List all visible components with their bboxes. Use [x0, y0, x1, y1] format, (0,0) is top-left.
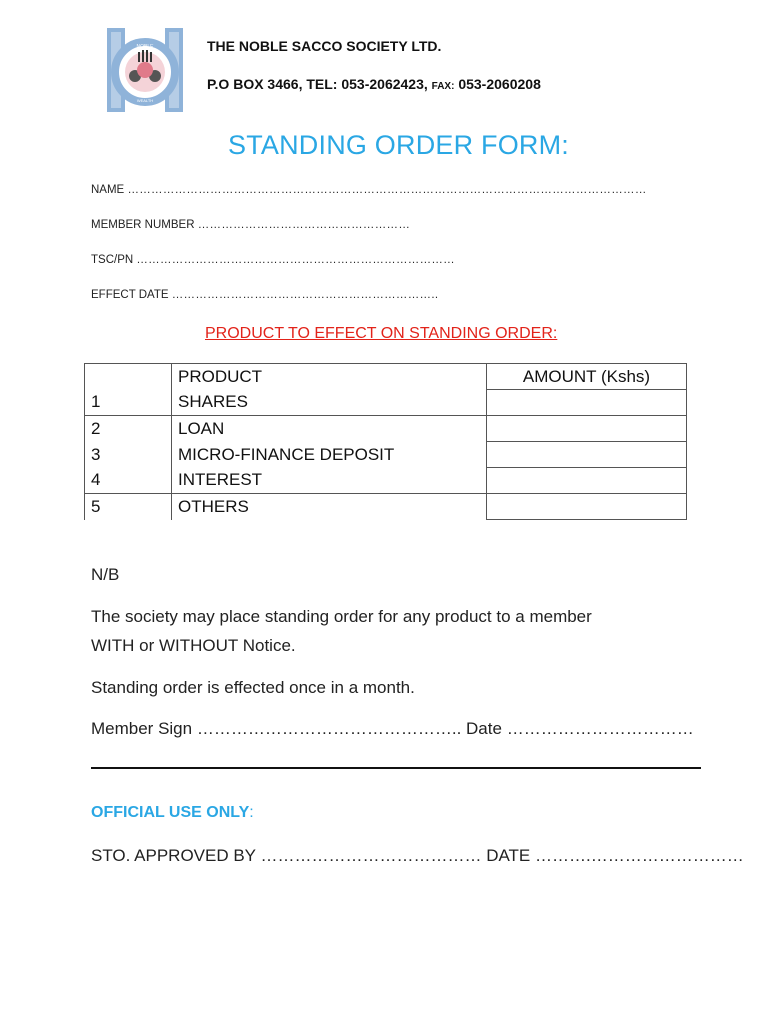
- table-row: [85, 390, 687, 416]
- effect-date-label: EFFECT DATE: [91, 289, 169, 301]
- org-name: THE NOBLE SACCO SOCIETY LTD.: [207, 38, 442, 54]
- approved-by-dots: …………………………………: [260, 846, 482, 865]
- row-num: 5: [85, 494, 172, 520]
- table-header-num: [85, 364, 172, 390]
- contact-prefix: P.O BOX 3466, TEL: 053-2062423,: [207, 76, 432, 92]
- approved-by-label: STO. APPROVED BY: [91, 846, 256, 865]
- official-heading-text: OFFICIAL USE ONLY: [91, 804, 250, 821]
- member-date-label: Date: [466, 719, 502, 738]
- table-row: [85, 416, 687, 442]
- svg-text:WEALTH: WEALTH: [136, 98, 154, 103]
- row-product: INTEREST: [172, 468, 487, 494]
- fax-label: FAX:: [431, 81, 455, 92]
- official-date-label: DATE: [486, 846, 531, 865]
- row-amount-cell[interactable]: [487, 468, 687, 494]
- member-number-dots: ………………………………………………: [197, 219, 411, 231]
- member-number-field[interactable]: [91, 219, 410, 231]
- tsc-dots: ………………………………………………………………………: [136, 254, 455, 266]
- table-header-product: PRODUCT: [172, 364, 487, 390]
- row-product: MICRO-FINANCE DEPOSIT: [172, 442, 487, 468]
- note-line-2: WITH or WITHOUT Notice.: [91, 636, 296, 655]
- product-table: [84, 363, 687, 520]
- org-contact: [207, 76, 541, 92]
- row-amount-cell[interactable]: [487, 442, 687, 468]
- row-num: 3: [85, 442, 172, 468]
- table-header-amount: AMOUNT (Kshs): [487, 364, 687, 390]
- fax-number: 053-2060208: [454, 76, 541, 92]
- row-product: LOAN: [172, 416, 487, 442]
- approved-by-line[interactable]: [91, 846, 744, 866]
- official-heading-colon: :: [249, 804, 254, 821]
- name-label: NAME: [91, 184, 125, 196]
- row-amount-cell[interactable]: [487, 416, 687, 442]
- table-row: [85, 468, 687, 494]
- row-product: SHARES: [172, 390, 487, 416]
- row-num: 1: [85, 390, 172, 416]
- svg-text:NOBLE: NOBLE: [136, 44, 154, 50]
- tsc-label: TSC/PN: [91, 254, 134, 266]
- row-num: 2: [85, 416, 172, 442]
- note-line-3: Standing order is effected once in a month.: [91, 678, 415, 697]
- row-product: OTHERS: [172, 494, 487, 520]
- name-field[interactable]: [91, 184, 647, 196]
- row-num: 4: [85, 468, 172, 494]
- member-number-label: MEMBER NUMBER: [91, 219, 195, 231]
- page-title: STANDING ORDER FORM:: [228, 130, 569, 160]
- member-sign-label: Member Sign: [91, 719, 193, 738]
- member-sign-line[interactable]: [91, 719, 694, 739]
- official-date-dots: ……….………………………: [535, 846, 744, 865]
- member-date-dots: ……………………………: [506, 719, 694, 738]
- note-line-1: The society may place standing order for any product to a member: [91, 607, 592, 626]
- product-heading: PRODUCT TO EFFECT ON STANDING ORDER:: [205, 325, 558, 342]
- row-amount-cell[interactable]: [487, 494, 687, 520]
- tsc-pn-field[interactable]: [91, 254, 455, 266]
- divider: [91, 767, 701, 769]
- table-row: [85, 494, 687, 520]
- row-amount-cell[interactable]: [487, 390, 687, 416]
- nb-label: N/B: [91, 565, 120, 584]
- table-header-row: [85, 364, 687, 390]
- effect-date-field[interactable]: [91, 289, 438, 301]
- sacco-logo: [105, 26, 185, 114]
- member-sign-dots: ………………………………………..: [196, 719, 462, 738]
- logo-emblem-icon: [105, 26, 185, 114]
- effect-date-dots: …………………………………………………………..: [171, 289, 439, 301]
- official-use-heading: [91, 804, 254, 822]
- name-dots: ……………………………………………………………………………………………………………………: [127, 184, 647, 196]
- table-row: [85, 442, 687, 468]
